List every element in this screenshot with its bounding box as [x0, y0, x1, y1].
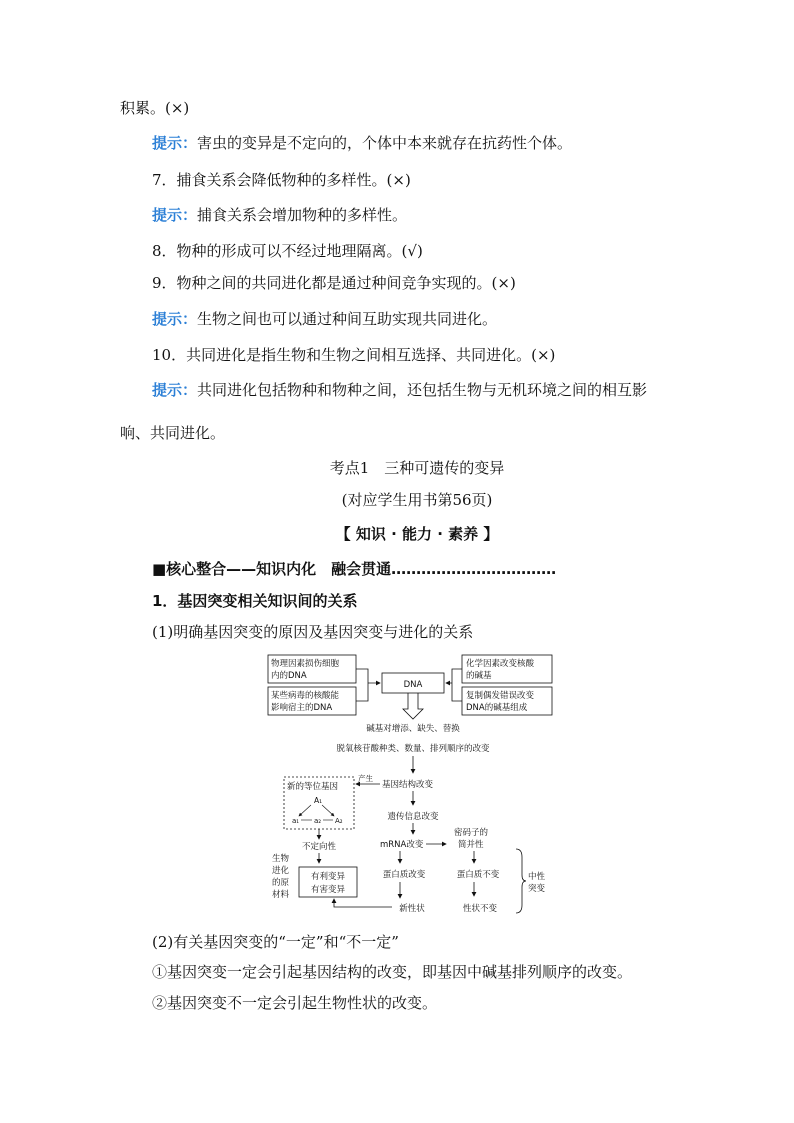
cause-virus-line2: 影响宿主的DNA: [271, 703, 333, 713]
core-heading: ■核心整合——知识内化 融会贯通……………………………: [152, 560, 557, 578]
text-line-continued: 响、共同进化。: [120, 424, 226, 442]
bio-evolution-1: 生物: [272, 854, 290, 864]
hint-label: 提示：: [152, 134, 198, 152]
cause-replication-line2: DNA的碱基组成: [466, 703, 528, 713]
base-change-label: 碱基对增添、缺失、替换: [366, 724, 460, 734]
protein-change: 蛋白质改变: [382, 870, 426, 880]
new-trait: 新性状: [399, 904, 425, 914]
mrna-change: mRNA改变: [380, 840, 424, 850]
cause-chemical-line2: 的碱基: [466, 671, 492, 681]
cause-chemical-line1: 化学因素改变核酸: [466, 659, 535, 669]
hint-text: 害虫的变异是不定向的，个体中本来就存在抗药性个体。: [197, 134, 573, 152]
bio-evolution-3: 的原: [272, 878, 290, 888]
cause-virus-line1: 某些病毒的核酸能: [271, 691, 340, 701]
hint-label: 提示：: [152, 381, 198, 399]
question-10: 10．共同进化是指生物和生物之间相互选择、共同进化。(×): [152, 346, 556, 364]
subheading-1a: (1)明确基因突变的原因及基因突变与进化的关系: [152, 623, 474, 641]
question-9: 9．物种之间的共同进化都是通过种间竞争实现的。(×): [152, 274, 516, 292]
nucleotide-change-label: 脱氧核苷酸种类、数量、排列顺序的改变: [336, 744, 490, 754]
hint-text: 捕食关系会增加物种的多样性。: [197, 206, 408, 224]
neutral-mutation-2: 突变: [528, 884, 546, 894]
allele-a-left: a₁: [292, 817, 300, 825]
dna-label: DNA: [403, 680, 423, 690]
hint-label: 提示：: [152, 310, 198, 328]
section-banner: 【 知识 · 能力 · 素养 】: [335, 525, 499, 543]
hint-line-2: [152, 205, 407, 225]
new-allele-label: 新的等位基因: [287, 782, 339, 792]
section-title: 考点1 三种可遗传的变异: [329, 459, 505, 477]
bio-evolution-4: 材料: [272, 890, 290, 900]
cause-physical-line2: 内的DNA: [271, 671, 307, 681]
hint-line-3: [152, 309, 497, 329]
bio-evolution-2: 进化: [272, 866, 290, 876]
point-2: ②基因突变不一定会引起生物性状的改变。: [152, 994, 438, 1012]
hint-text: 生物之间也可以通过种间互助实现共同进化。: [197, 310, 498, 328]
subheading-1: 1．基因突变相关知识间的关系: [152, 592, 358, 610]
hint-label: 提示：: [152, 206, 198, 224]
cause-physical-line1: 物理因素损伤细胞: [271, 659, 340, 669]
allele-a-right: A₂: [335, 817, 343, 825]
hint-line-4: [152, 380, 647, 400]
point-1: ①基因突变一定会引起基因结构的改变，即基因中碱基排列顺序的改变。: [152, 963, 633, 981]
produce-label: 产生: [358, 774, 373, 783]
harmful-variation: 有害变异: [310, 885, 346, 895]
hint-text: 共同进化包括物种和物种之间，还包括生物与无机环境之间的相互影: [197, 381, 648, 399]
cause-replication-line1: 复制偶发错误改变: [466, 691, 535, 701]
text-line-1: 积累。(×): [120, 99, 190, 117]
codon-label-1: 密码子的: [454, 828, 489, 838]
gene-structure-change: 基因结构改变: [382, 780, 434, 790]
section-reference: (对应学生用书第56页): [341, 491, 493, 509]
undirected-label: 不定向性: [301, 842, 337, 852]
gene-mutation-diagram: [264, 653, 554, 918]
hint-line-1: [152, 133, 572, 153]
question-7: 7．捕食关系会降低物种的多样性。(×): [152, 171, 411, 189]
allele-a-mid: a₂: [314, 817, 322, 825]
genetic-info-change: 遗传信息改变: [387, 812, 439, 822]
question-8: 8．物种的形成可以不经过地理隔离。(√): [152, 242, 423, 260]
trait-same: 性状不变: [462, 904, 498, 914]
neutral-mutation-1: 中性: [528, 872, 546, 882]
codon-label-2: 简并性: [458, 840, 484, 850]
subheading-2: (2)有关基因突变的“一定”和“不一定”: [152, 933, 399, 951]
protein-same: 蛋白质不变: [456, 870, 500, 880]
allele-a1: A₁: [314, 796, 323, 805]
favorable-variation: 有利变异: [310, 872, 346, 882]
